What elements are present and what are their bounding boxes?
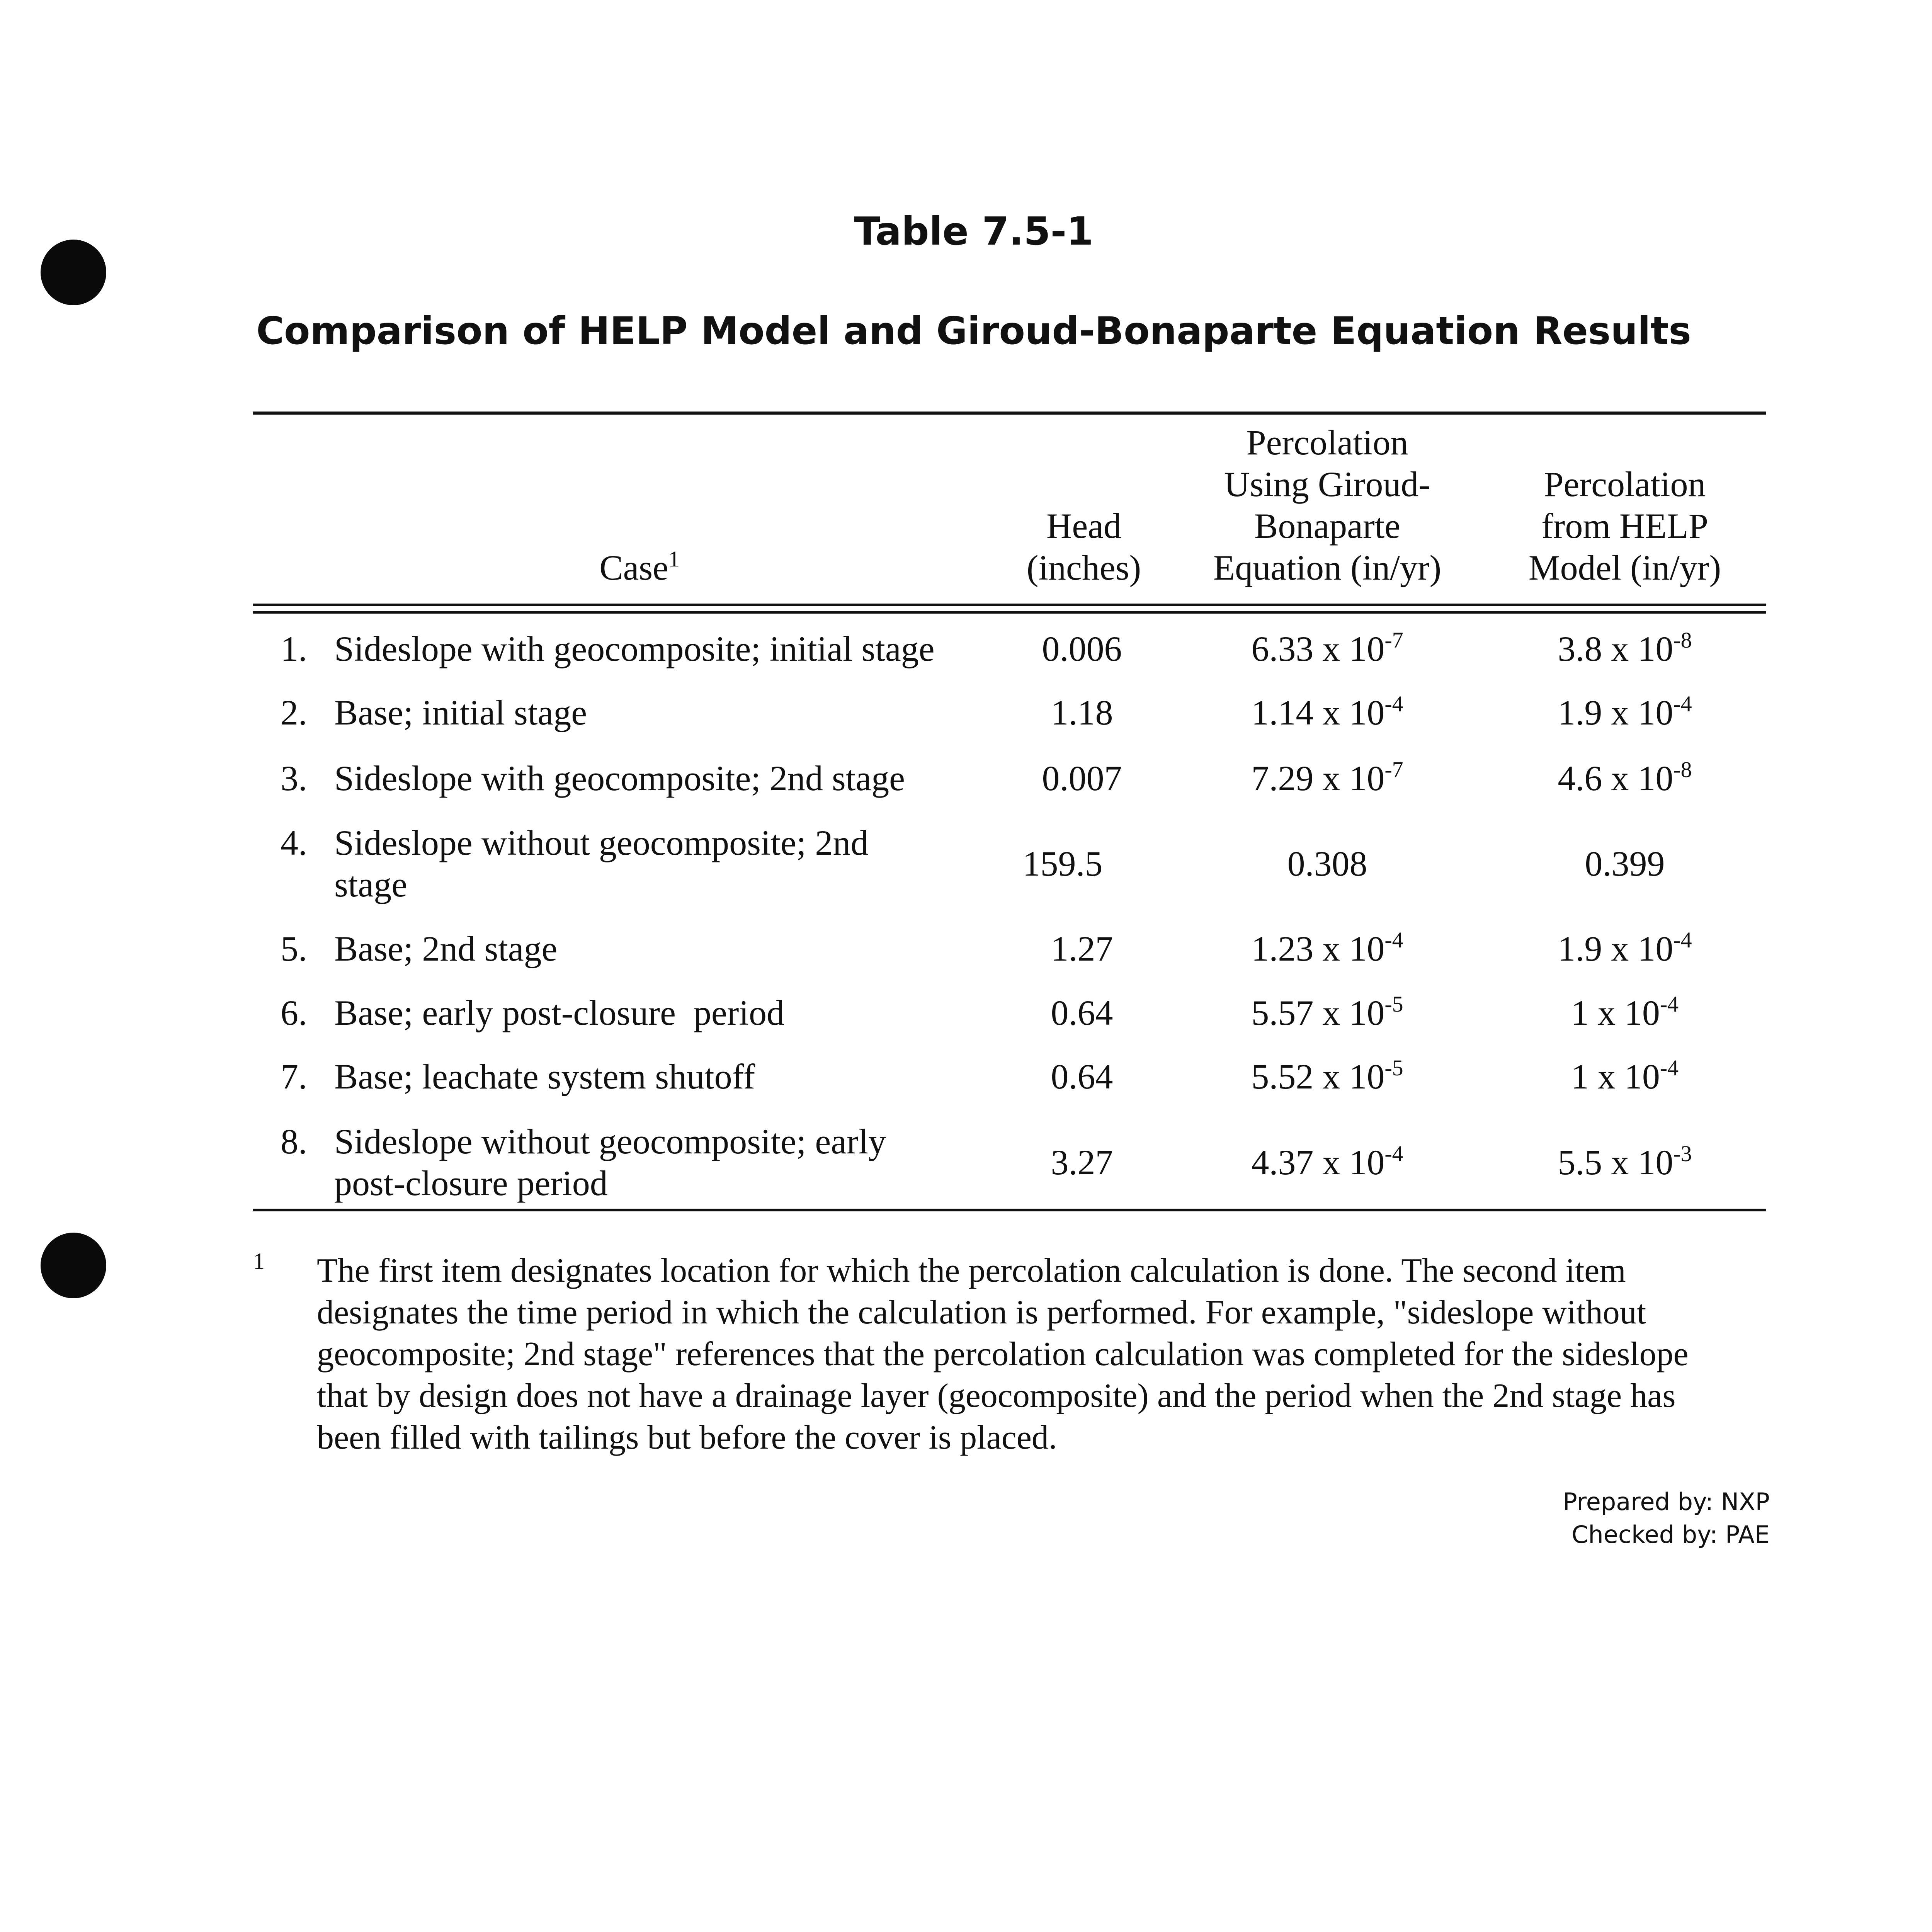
table-number: Table 7.5-1 <box>854 209 1094 254</box>
table-caption: Comparison of HELP Model and Giroud-Bonaparte Equation Results <box>256 309 1691 353</box>
bottom-rule <box>253 1209 1766 1211</box>
header-giroud: Percolation Using Giroud- Bonaparte Equation (in/yr) <box>1213 423 1442 587</box>
footnote-text: The first item designates location for which the percolation calculation is done. The second item designates the time period in which the calculation is performed. For example, "sideslope without geocomposite; 2nd stage" references that the percolation calculation was completed for the sideslope that by design does not have a drainage layer (geocomposite) and the period when the 2nd stage has been filled with tailings but before the cover is placed. <box>317 1252 1689 1456</box>
table-row: 8. Sideslope without geocomposite; early post-closure period 3.27 4.37 x $10^{-4}$ 5.5 x $10^{-3}$ <box>281 1122 1692 1203</box>
table-row: 4. Sideslope without geocomposite; 2nd stage 159.5 0.308 0.399 <box>281 823 1665 904</box>
checked-by: Checked by: PAE <box>1571 1520 1770 1549</box>
header-rule-2 <box>253 611 1766 614</box>
header-help: Percolation from HELP Model (in/yr) <box>1528 464 1721 587</box>
binder-hole-middle <box>41 1233 106 1298</box>
header-head: Head (inches) <box>1026 506 1141 587</box>
prepared-by: Prepared by: NXP <box>1563 1488 1770 1516</box>
header-rule-1 <box>253 604 1766 606</box>
header-case: Case$^1$ <box>599 546 680 587</box>
top-rule <box>253 412 1766 415</box>
footnote-mark: 1 <box>253 1248 265 1274</box>
